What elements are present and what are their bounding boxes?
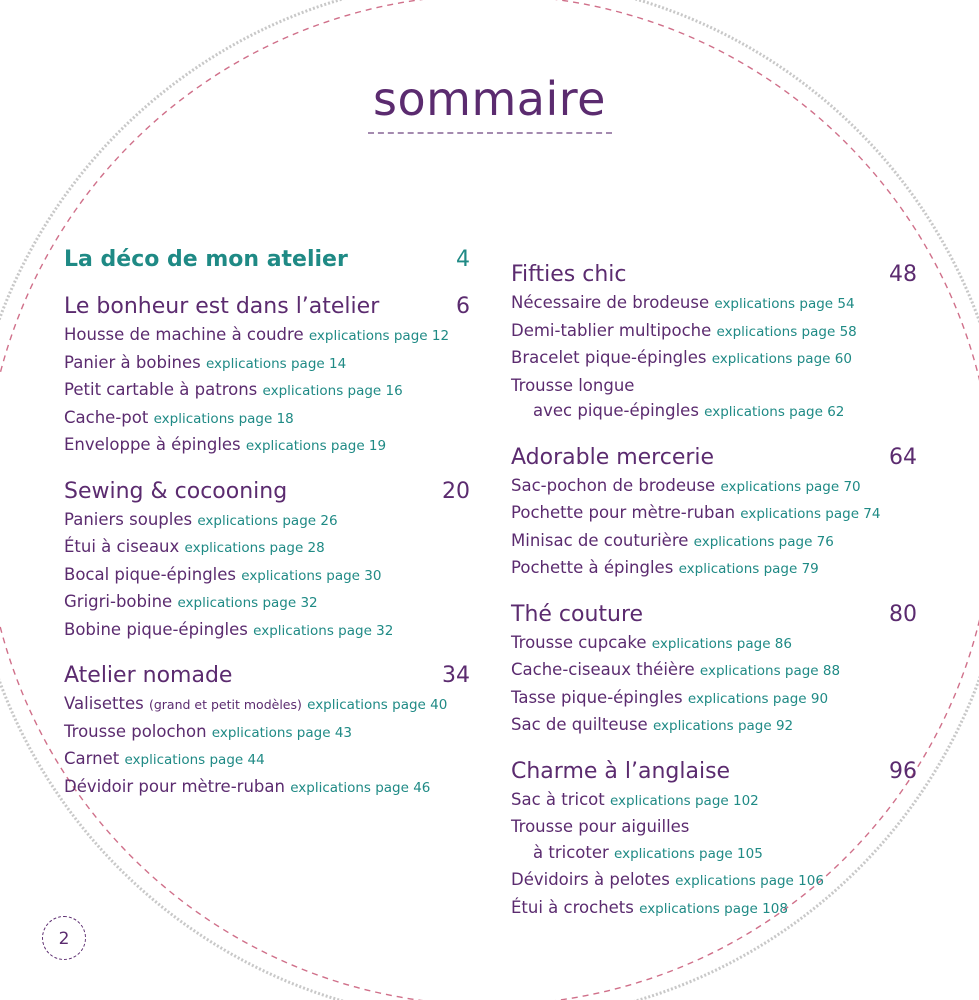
entry-title: Étui à crochets: [511, 897, 634, 917]
toc-entry: [511, 528, 917, 556]
entry-title: Panier à bobines: [64, 352, 201, 372]
section-title: Sewing & cocooning: [64, 478, 288, 504]
entry-page-ref: explications page 74: [740, 506, 881, 522]
entry-title: Étui à ciseaux: [64, 537, 180, 556]
entry-page-ref: explications page 19: [245, 438, 387, 454]
entry-title: Sac à tricot: [511, 789, 605, 809]
toc-left-column: [64, 244, 470, 817]
entry-title: Carnet: [64, 749, 120, 768]
entry-page-ref: explications page 62: [704, 404, 845, 420]
page-title: sommaire: [373, 72, 606, 126]
toc-entry: [511, 500, 917, 528]
section-heading: [64, 244, 470, 275]
section-title: Thé couture: [511, 601, 644, 627]
entry-page-ref: explications page 32: [177, 595, 318, 611]
toc-entry: [511, 895, 917, 923]
toc-entry: [64, 746, 470, 774]
toc-entry: [511, 685, 917, 713]
entry-title: Sac-pochon de brodeuse: [511, 475, 716, 495]
entry-page-ref: explications page 106: [675, 873, 824, 889]
entry-page-ref: explications page 46: [290, 779, 431, 796]
toc-entry: [511, 318, 917, 346]
entry-title: Petit cartable à patrons: [64, 380, 258, 399]
entry-page-ref: explications page 12: [308, 328, 450, 344]
entry-page-ref: explications page 18: [153, 410, 294, 427]
section-title: Fifties chic: [511, 262, 627, 287]
entry-title: Paniers souples: [64, 509, 193, 529]
toc-entry: [511, 473, 917, 501]
toc-entry: [64, 377, 470, 405]
toc-entry: [64, 719, 470, 747]
section-page-number: 96: [889, 758, 917, 784]
entry-page-ref: explications page 44: [124, 752, 265, 768]
entry-page-ref: explications page 40: [307, 697, 448, 713]
entry-title: Tasse pique-épingles: [511, 687, 683, 707]
entry-page-ref: explications page 60: [711, 351, 852, 367]
entry-title: Trousse cupcake: [511, 632, 647, 652]
section-page-number: 34: [442, 663, 470, 688]
entry-page-ref: explications page 28: [184, 540, 325, 556]
toc-entry: [511, 555, 917, 583]
toc-entry: [64, 774, 470, 802]
section-page-number: 20: [442, 478, 470, 504]
entry-title: Valisettes: [64, 694, 144, 713]
toc-entry: [64, 617, 470, 645]
section-heading: [64, 291, 470, 322]
toc-entry: [64, 691, 470, 719]
toc-entry: [511, 290, 917, 318]
toc-entry: [511, 787, 917, 815]
entry-title: Demi-tablier multipoche: [511, 320, 712, 340]
section-title: Le bonheur est dans l’atelier: [64, 294, 380, 319]
entry-title: avec pique-épingles: [533, 401, 699, 420]
page-number: 2: [42, 916, 86, 960]
toc-entry: [64, 589, 470, 617]
section-title: Charme à l’anglaise: [511, 758, 731, 784]
entry-title: Bocal pique-épingles: [64, 564, 236, 584]
section-heading: [511, 756, 917, 787]
toc-entry: [511, 345, 917, 373]
toc-entry: [64, 432, 470, 460]
title-divider: [368, 132, 612, 134]
toc-entry: [511, 373, 917, 399]
toc-section: [64, 660, 470, 801]
toc-entry: [511, 840, 917, 868]
section-heading: [511, 259, 917, 290]
entry-page-ref: explications page 70: [720, 478, 861, 495]
section-page-number: 6: [456, 294, 470, 319]
entry-title: Trousse polochon: [64, 721, 207, 741]
toc-section: [511, 756, 917, 923]
entry-page-ref: explications page 79: [678, 561, 819, 577]
toc-section: [511, 599, 917, 740]
entry-page-ref: explications page 43: [211, 724, 352, 741]
section-heading: [511, 599, 917, 630]
entry-page-ref: explications page 14: [205, 355, 347, 372]
toc-entry: [64, 322, 470, 350]
toc-entry: [64, 534, 470, 562]
section-page-number: 80: [889, 601, 917, 627]
entry-page-ref: explications page 108: [639, 900, 788, 917]
toc-entry: [511, 814, 917, 840]
section-title: Adorable mercerie: [511, 444, 715, 470]
entry-page-ref: explications page 58: [716, 323, 857, 340]
entry-note: (grand et petit modèles): [148, 697, 302, 712]
toc-entry: [64, 507, 470, 535]
entry-title: Housse de machine à coudre: [64, 325, 304, 344]
entry-title: Bracelet pique-épingles: [511, 348, 707, 367]
toc-section: [64, 291, 470, 460]
entry-title: Trousse longue: [511, 375, 635, 395]
entry-title: Pochette pour mètre-ruban: [511, 503, 736, 522]
toc-entry: [511, 867, 917, 895]
toc-entry: [511, 657, 917, 685]
section-title: La déco de mon atelier: [64, 247, 348, 272]
section-heading: [64, 660, 470, 691]
section-title: Atelier nomade: [64, 663, 233, 688]
section-heading: [511, 442, 917, 473]
toc-right-column: [511, 259, 917, 938]
entry-title: Cache-pot: [64, 407, 149, 427]
entry-title: Trousse pour aiguilles: [511, 817, 690, 836]
entry-page-ref: explications page 54: [714, 296, 855, 312]
section-page-number: 4: [456, 247, 470, 272]
entry-page-ref: explications page 92: [652, 718, 794, 734]
section-page-number: 48: [889, 262, 917, 287]
entry-title: Cache-ciseaux théière: [511, 660, 695, 679]
entry-title: Pochette à épingles: [511, 558, 674, 577]
toc-entry: [64, 405, 470, 433]
toc-section: [64, 244, 470, 275]
toc-section: [511, 259, 917, 426]
toc-entry: [511, 712, 917, 740]
toc-entry: [64, 350, 470, 378]
entry-title: Minisac de couturière: [511, 530, 689, 550]
entry-page-ref: explications page 32: [253, 622, 394, 639]
entry-page-ref: explications page 86: [651, 635, 792, 652]
toc-entry: [511, 630, 917, 658]
entry-page-ref: explications page 30: [241, 567, 382, 584]
toc-section: [64, 476, 470, 645]
section-page-number: 64: [889, 444, 917, 470]
entry-page-ref: explications page 76: [693, 533, 834, 550]
entry-page-ref: explications page 102: [609, 792, 759, 809]
entry-title: à tricoter: [533, 842, 609, 862]
entry-title: Grigri-bobine: [64, 592, 173, 611]
entry-title: Bobine pique-épingles: [64, 619, 248, 639]
entry-title: Sac de quilteuse: [511, 715, 648, 734]
section-heading: [64, 476, 470, 507]
entry-title: Dévidoirs à pelotes: [511, 870, 670, 889]
toc-section: [511, 442, 917, 583]
toc-entry: [64, 562, 470, 590]
entry-page-ref: explications page 105: [614, 845, 763, 862]
entry-page-ref: explications page 16: [262, 383, 403, 399]
entry-page-ref: explications page 90: [687, 690, 829, 707]
entry-page-ref: explications page 26: [197, 512, 338, 529]
entry-title: Enveloppe à épingles: [64, 435, 241, 454]
toc-entry: [511, 398, 917, 426]
entry-title: Nécessaire de brodeuse: [511, 293, 710, 312]
entry-page-ref: explications page 88: [699, 663, 841, 679]
entry-title: Dévidoir pour mètre-ruban: [64, 776, 285, 796]
